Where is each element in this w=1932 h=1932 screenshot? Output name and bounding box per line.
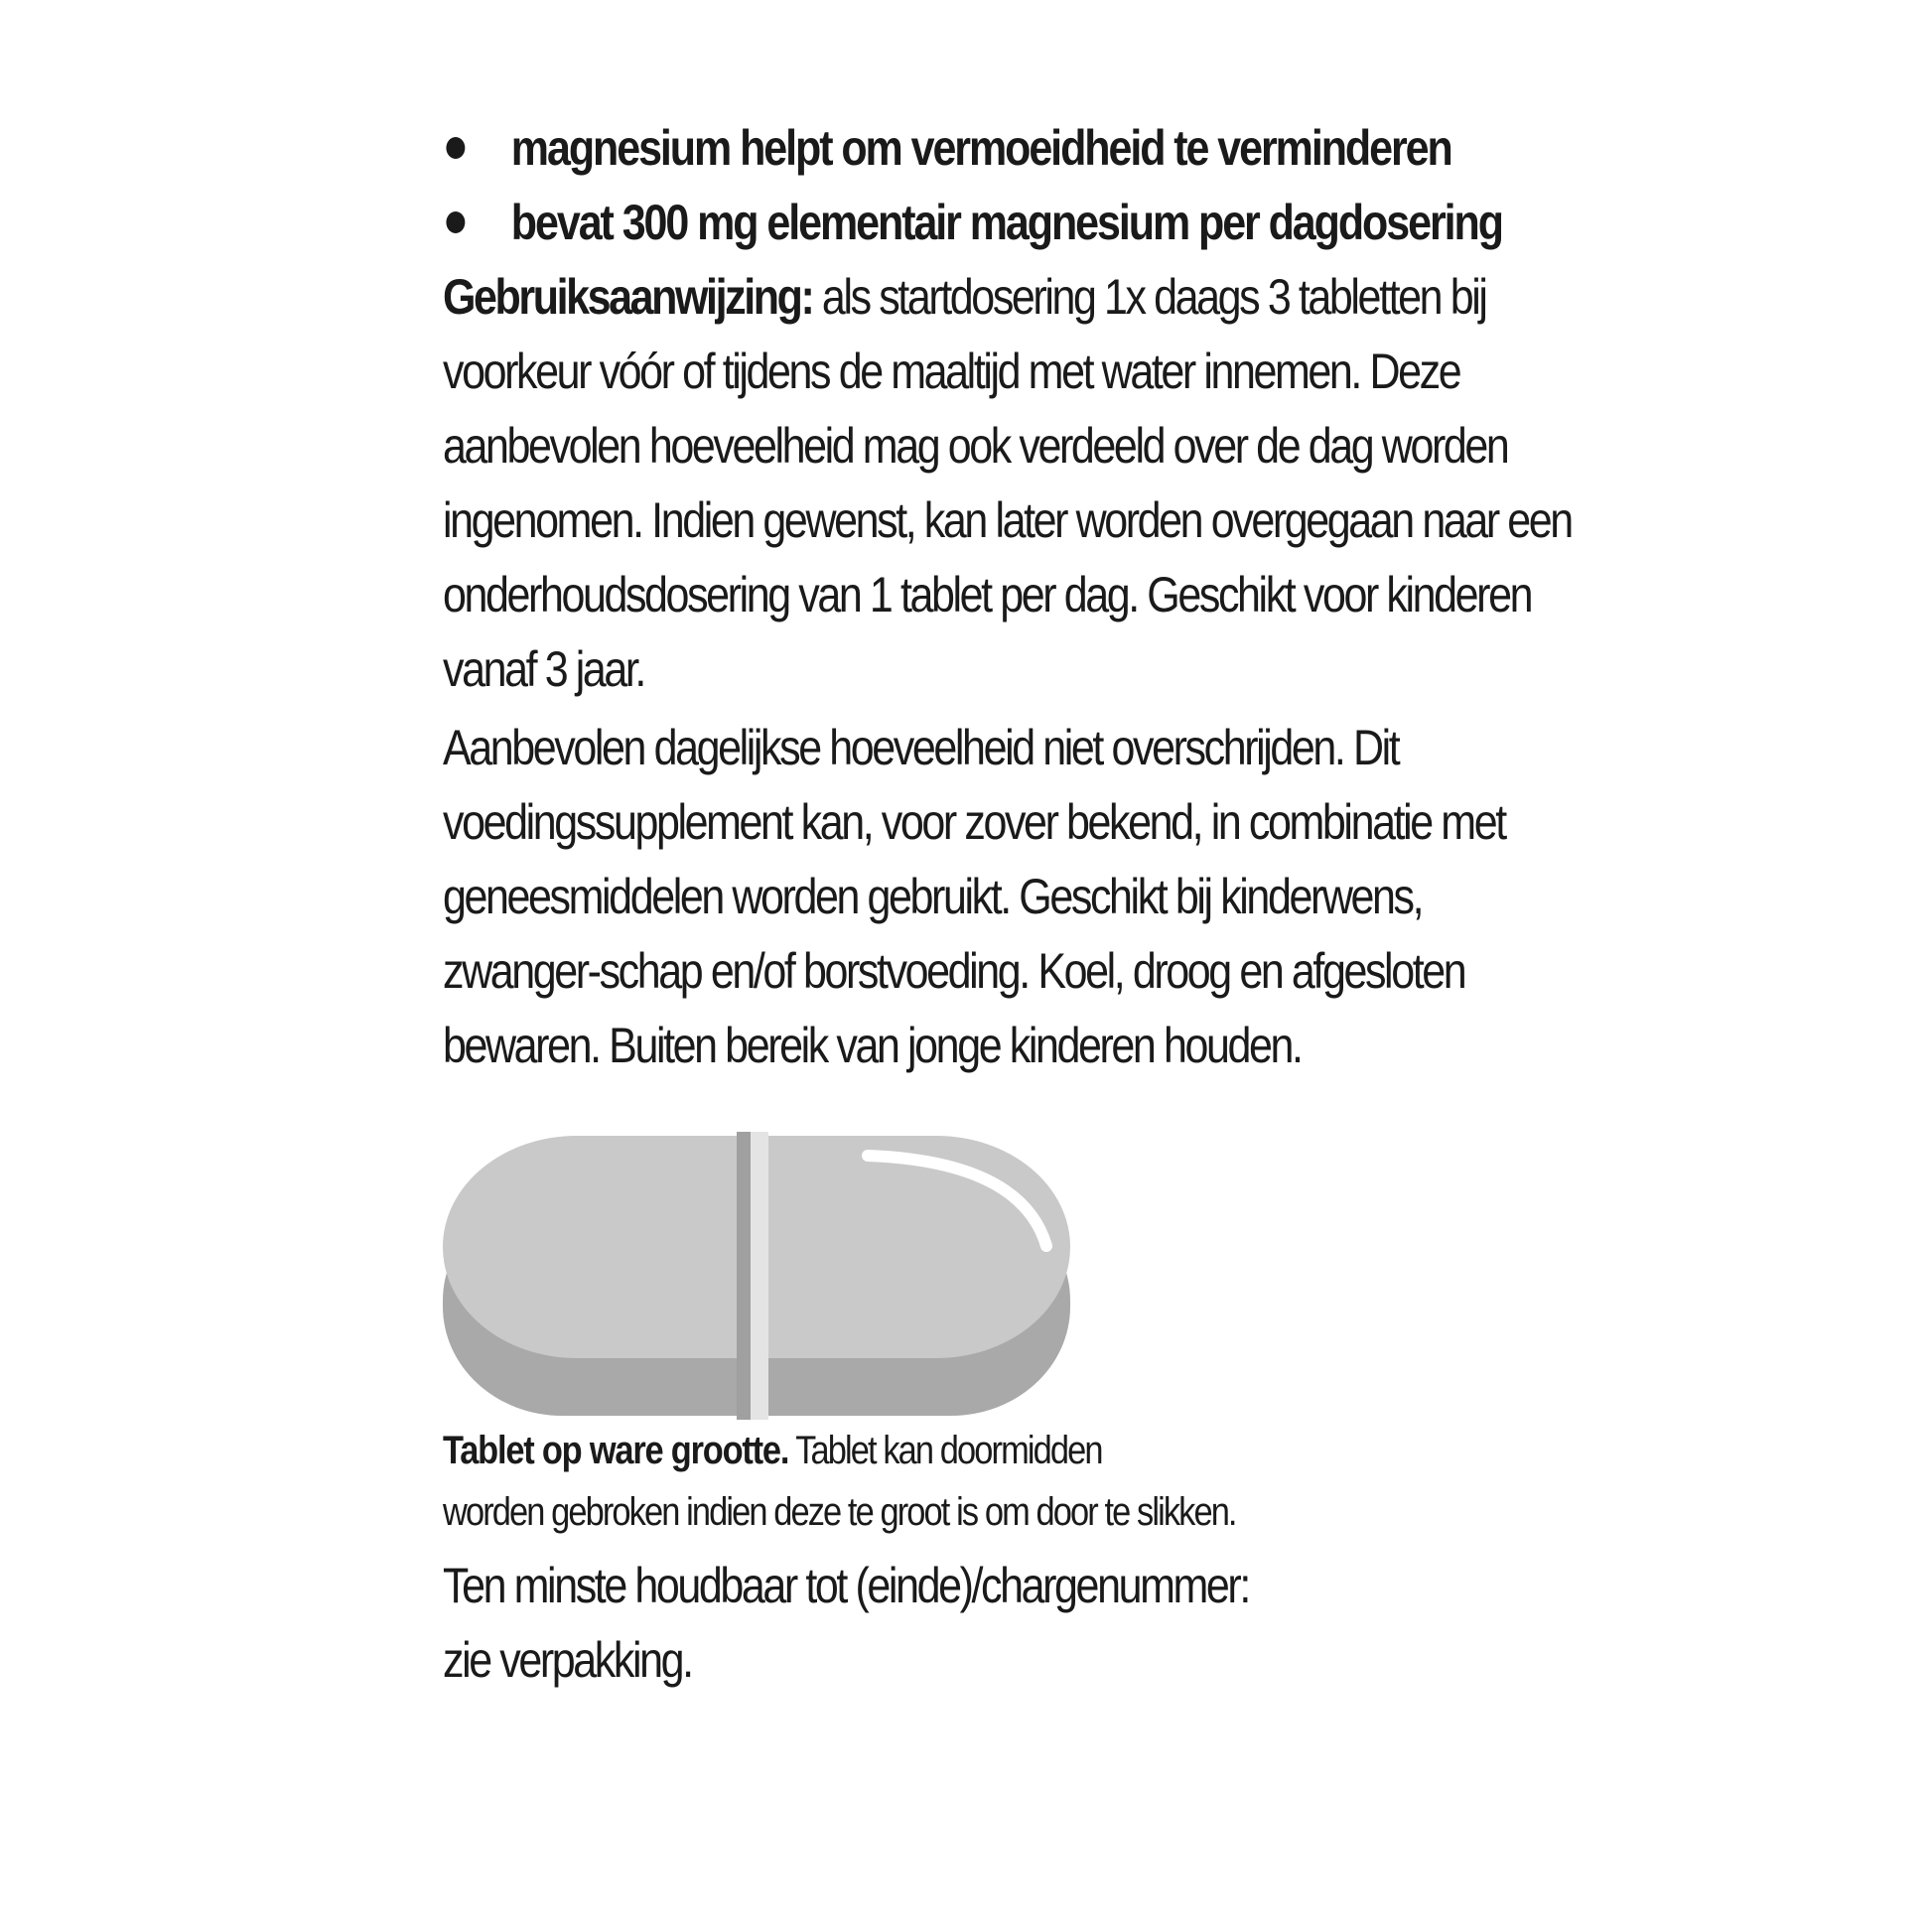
bullet-icon — [446, 137, 465, 159]
benefit-item — [443, 111, 1467, 186]
benefit-list — [443, 111, 1634, 260]
leaflet-text — [443, 111, 1634, 1083]
shelf-life-line: zie verpakking. — [443, 1632, 692, 1688]
tablet-caption-text: Tablet kan doormidden — [788, 1429, 1102, 1472]
usage-paragraph — [443, 260, 1579, 707]
tablet-caption — [443, 1420, 1436, 1543]
tablet-caption-line — [443, 1420, 1297, 1481]
bullet-icon — [446, 211, 465, 233]
warnings-paragraph: Aanbevolen dagelijkse hoeveelheid niet overschrijden. Dit voedingssupplement kan, voor zover bekend, in combinatie met geneesmiddelen worden gebruikt. Geschikt bij kinderwens, zwanger-schap en/of borstvoeding. Koel, droog en afgesloten bewaren. Buiten bereik van jonge kinderen houden. — [443, 720, 1505, 1073]
benefit-item — [443, 186, 1502, 260]
tablet-caption-line: worden gebroken indien deze te groot is om door te slikken. — [443, 1490, 1236, 1534]
tablet-icon — [441, 1132, 1072, 1420]
benefit-text: magnesium helpt om vermoeidheid te verminderen — [510, 120, 1451, 176]
usage-label: Gebruiksaanwijzing: — [443, 269, 813, 325]
benefit-text: bevat 300 mg elementair magnesium per dagdosering — [510, 195, 1502, 250]
shelf-life-line: Ten minste houdbaar tot (einde)/chargenummer: — [443, 1558, 1249, 1613]
tablet-caption-title: Tablet op ware grootte. — [443, 1429, 789, 1472]
tablet-illustration — [441, 1132, 1072, 1420]
usage-text: als startdosering 1x daags 3 tabletten bij voorkeur vóór of tijdens de maaltijd met water innemen. Deze aanbevolen hoeveelheid mag ook verdeeld over de dag worden ingenomen. Indien gewenst, kan later worden overgegaan naar een onderhoudsdosering van 1 tablet per dag. Geschikt voor kinderen vanaf 3 jaar. — [443, 269, 1572, 697]
shelf-life — [443, 1549, 1436, 1698]
